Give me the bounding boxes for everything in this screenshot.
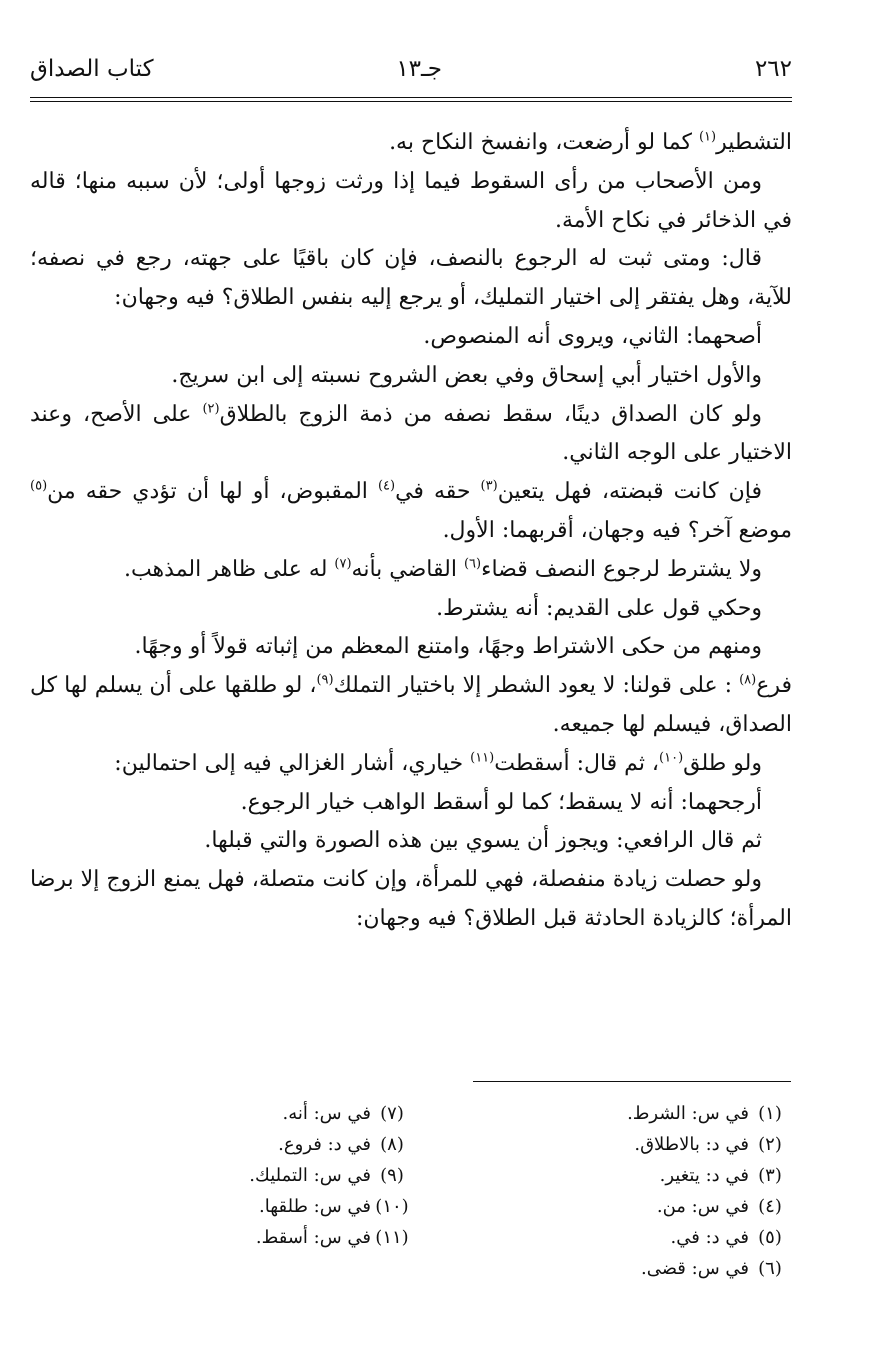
footnote-number: (٤)	[758, 1196, 782, 1217]
footnote-number: (٦)	[758, 1258, 782, 1279]
footnote-ref: (٨)	[739, 672, 757, 688]
footnote-number: (١٠)	[375, 1196, 409, 1217]
footnote-text: في س: الشرط.	[627, 1103, 749, 1124]
footnote-text: في س: التمليك.	[249, 1165, 371, 1186]
footnote-number: (٢)	[758, 1134, 782, 1155]
footnote-number: (٥)	[758, 1227, 782, 1248]
footnote-text: في س: من.	[656, 1196, 749, 1217]
footnote-ref: (٤)	[377, 478, 396, 494]
footnote-text: في س: قضى.	[640, 1258, 749, 1279]
footnote-number: (١١)	[375, 1227, 409, 1248]
volume-label: جـ١٣	[396, 56, 442, 82]
footnote-item	[461, 1222, 791, 1253]
footnote-item	[83, 1129, 413, 1160]
text-run: ولو كان الصداق دينًا، سقط نصفه من ذمة الزوج بالطلاق	[219, 401, 762, 427]
text-run: ومنهم من حكى الاشتراط وجهًا، وامتنع المعظم من إثباته قولاً أو وجهًا.	[134, 634, 762, 660]
text-run: القاضي بأنه	[351, 556, 464, 582]
footnote-item	[461, 1253, 791, 1284]
footnote-text: في د: يتغير.	[659, 1165, 749, 1186]
paragraph	[30, 861, 792, 939]
text-run: قال: ومتى ثبت له الرجوع بالنصف، فإن كان باقيًا على جهته، رجع في نصفه؛ للآية، وهل يفتقر إلى اختيار التمليك، أو يرجع إليه بنفس الطلاق؟ فيه وجهان:	[30, 246, 792, 311]
text-run: ولو حصلت زيادة منفصلة، فهي للمرأة، وإن كانت متصلة، فهل يمنع الزوج إلا برضا المرأة؛ كالزيادة الحادثة قبل الطلاق؟ فيه وجهان:	[30, 867, 792, 931]
text-run: وحكي قول على القديم: أنه يشترط.	[436, 595, 762, 621]
footnote-ref: (٢)	[202, 401, 220, 417]
footnotes-column-right	[461, 1098, 791, 1284]
paragraph	[30, 551, 792, 590]
footnote-item	[83, 1160, 413, 1191]
text-run: أرجحهما: أنه لا يسقط؛ كما لو أسقط الواهب خيار الرجوع.	[240, 789, 762, 815]
footnote-number: (١)	[758, 1103, 782, 1124]
footnote-item	[83, 1222, 413, 1253]
footnote-separator	[473, 1081, 791, 1082]
text-run: موضع آخر؟ فيه وجهان، أقربهما: الأول.	[442, 517, 792, 543]
text-run: ، ثم قال: أسقطت	[494, 750, 660, 776]
header-rule-thin	[30, 101, 792, 102]
paragraph	[30, 318, 792, 357]
paragraph	[30, 124, 792, 163]
paragraph	[30, 240, 792, 318]
footnote-number: (٩)	[380, 1165, 404, 1186]
footnote-ref: (٥)	[30, 478, 48, 494]
text-run: أصحهما: الثاني، ويروى أنه المنصوص.	[423, 323, 762, 349]
footnote-text: في د: في.	[670, 1227, 749, 1248]
text-run: ، لو طلقها على أن يسلم لها كل الصداق، فيسلم لها جميعه.	[30, 673, 792, 737]
footnote-item	[461, 1129, 791, 1160]
footnote-ref: (٩)	[316, 672, 334, 688]
footnote-ref: (١)	[698, 129, 717, 145]
footnote-ref: (٦)	[463, 556, 482, 572]
text-run: التشطير	[716, 130, 792, 155]
text-run: خياري، أشار الغزالي فيه إلى احتمالين:	[114, 750, 471, 776]
text-run: المقبوض، أو لها أن تؤدي حقه من	[47, 479, 378, 505]
text-run: ومن الأصحاب من رأى السقوط فيما إذا ورثت زوجها أولى؛ لأن سببه منها؛ قاله في الذخائر في نكاح الأمة.	[30, 168, 792, 233]
paragraph	[30, 667, 792, 745]
footnote-ref: (١٠)	[659, 750, 684, 766]
footnote-ref: (٧)	[334, 556, 352, 572]
paragraph	[30, 163, 792, 241]
paragraph	[30, 628, 792, 667]
footnote-text: في س: طلقها.	[259, 1196, 371, 1217]
text-run: فإن كانت قبضته، فهل يتعين	[497, 479, 762, 505]
footnote-item	[83, 1098, 413, 1129]
footnote-item	[461, 1191, 791, 1222]
text-run: ولو طلق	[683, 750, 762, 776]
footnote-item	[83, 1191, 413, 1222]
book-title: كتاب الصداق	[30, 56, 154, 82]
footnote-number: (٨)	[380, 1134, 404, 1155]
page-number: ٢٦٢	[754, 56, 792, 82]
text-run: فرع	[756, 673, 792, 699]
footnote-number: (٣)	[758, 1165, 782, 1186]
text-run: له على ظاهر المذهب.	[123, 556, 335, 582]
paragraph	[30, 357, 792, 396]
footnote-text: في س: أنه.	[282, 1103, 371, 1124]
footnote-text: في س: أسقط.	[255, 1227, 371, 1248]
page-header	[30, 56, 792, 98]
paragraph	[30, 822, 792, 861]
text-run: حقه في	[395, 479, 481, 505]
header-rule-thick	[30, 97, 792, 98]
text-run: ولا يشترط لرجوع النصف قضاء	[481, 556, 762, 582]
footnote-item	[461, 1098, 791, 1129]
footnotes-column-left	[83, 1098, 413, 1253]
text-run: : على قولنا: لا يعود الشطر إلا باختيار التملك	[333, 673, 740, 699]
footnote-ref: (٣)	[480, 478, 498, 494]
footnote-ref: (١١)	[470, 750, 495, 766]
footnote-item	[461, 1160, 791, 1191]
footnote-number: (٧)	[380, 1103, 404, 1124]
footnote-text: في د: فروع.	[278, 1134, 371, 1155]
paragraph	[30, 473, 792, 551]
text-run: على الأصح، وعند الاختيار على الوجه الثاني.	[30, 401, 792, 466]
paragraph	[30, 784, 792, 823]
body-text	[30, 124, 792, 939]
paragraph	[30, 396, 792, 474]
text-run: كما لو أرضعت، وانفسخ النكاح به.	[389, 130, 699, 155]
paragraph	[30, 745, 792, 784]
paragraph	[30, 590, 792, 629]
text-run: ثم قال الرافعي: ويجوز أن يسوي بين هذه الصورة والتي قبلها.	[204, 828, 762, 854]
footnote-text: في د: بالاطلاق.	[634, 1134, 749, 1155]
text-run: والأول اختيار أبي إسحاق وفي بعض الشروح نسبته إلى ابن سريج.	[171, 362, 762, 388]
